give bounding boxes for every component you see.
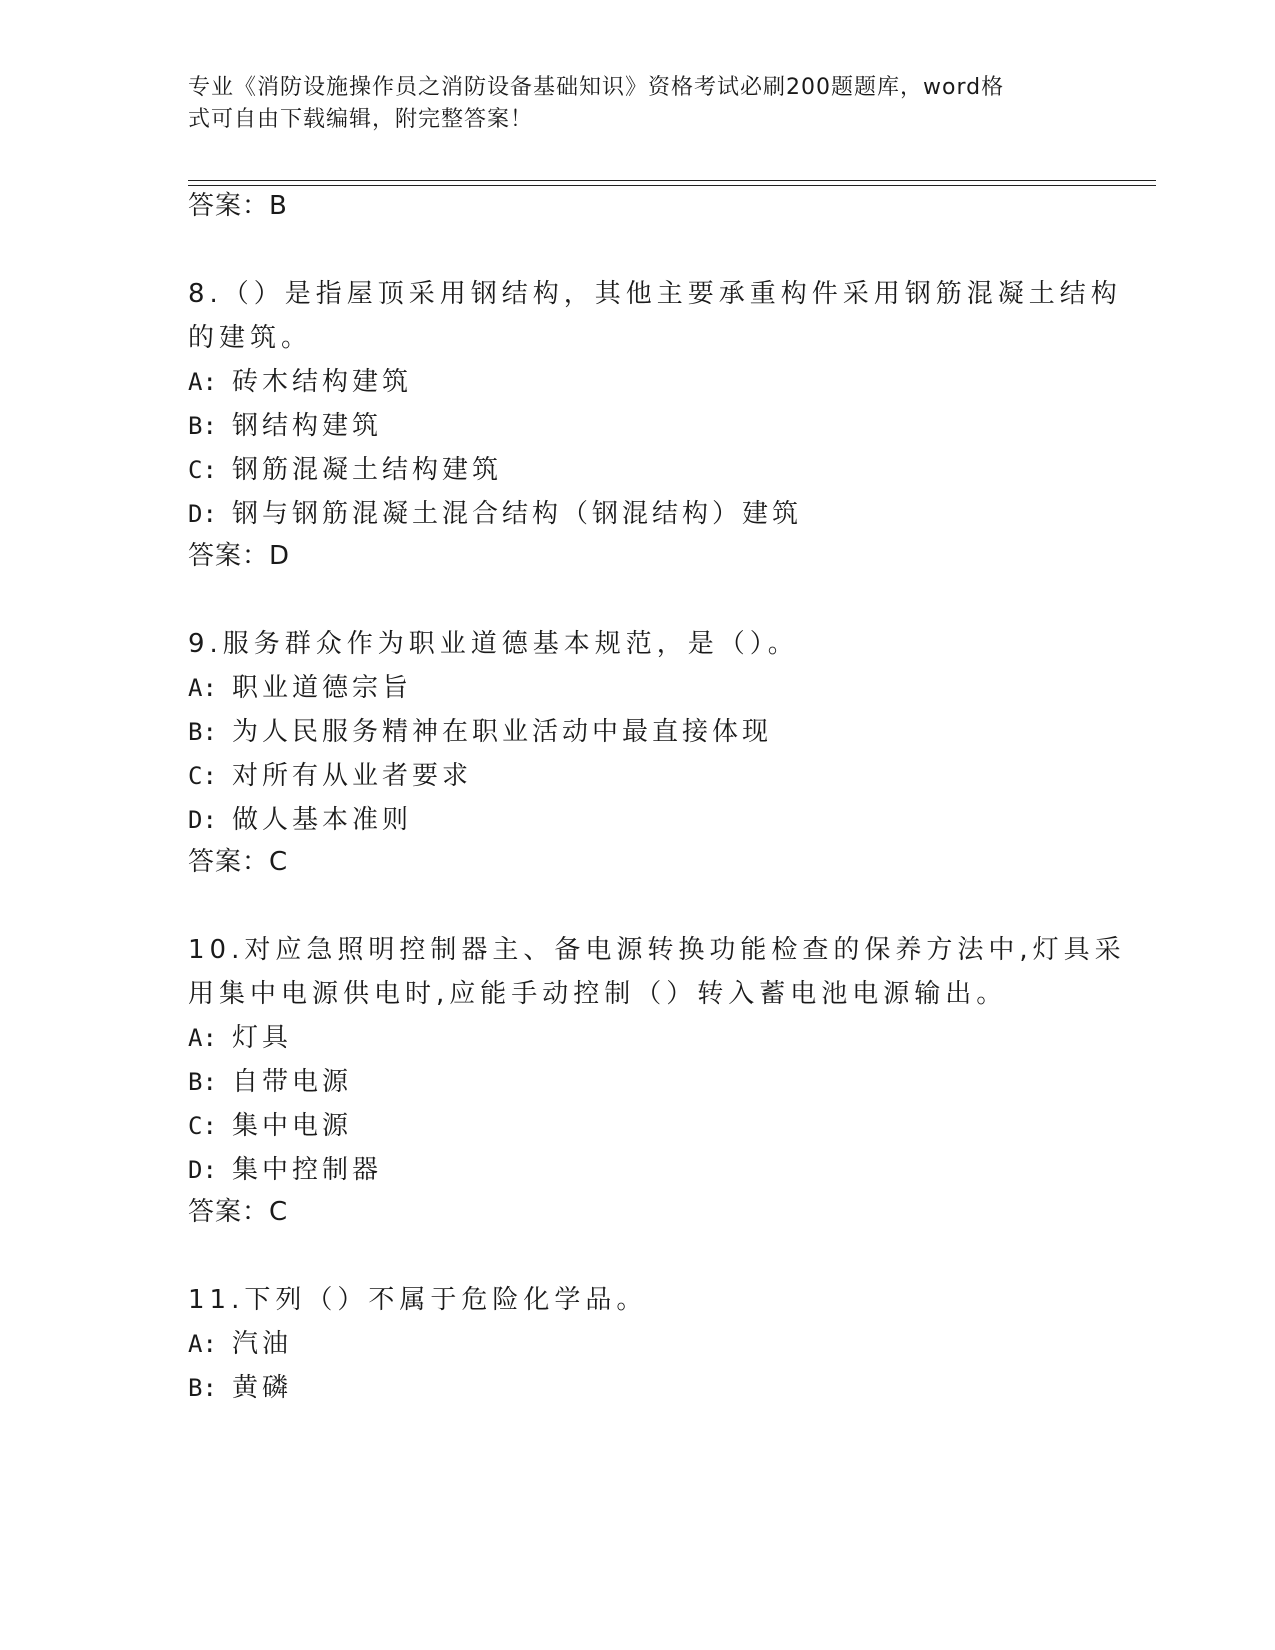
question-9-line-1: 9.服务群众作为职业道德基本规范，是（）。 — [188, 629, 799, 659]
question-10-option-b — [188, 1066, 352, 1098]
question-10-line-1: 10.对应急照明控制器主、备电源转换功能检查的保养方法中,灯具采 — [188, 935, 1126, 965]
option-text: 钢筋混凝土结构建筑 — [232, 455, 503, 485]
question-9-option-b — [188, 716, 772, 748]
option-text: 做人基本准则 — [232, 805, 413, 835]
option-text: 集中控制器 — [232, 1155, 383, 1185]
question-9-option-c — [188, 760, 472, 792]
option-text: 砖木结构建筑 — [232, 367, 413, 397]
question-9-option-d — [188, 804, 412, 836]
question-11-option-a — [188, 1328, 292, 1360]
question-8-option-a — [188, 366, 412, 398]
option-label: A: — [188, 368, 217, 396]
answer-prev: 答案：B — [188, 191, 288, 221]
option-label: B: — [188, 1374, 217, 1402]
header-rule-top — [188, 180, 1156, 181]
option-text: 灯具 — [232, 1023, 293, 1053]
question-8-answer: 答案：D — [188, 541, 291, 571]
question-8-line-1: 8.（）是指屋顶采用钢结构，其他主要承重构件采用钢筋混凝土结构 — [188, 279, 1122, 309]
option-text: 自带电源 — [232, 1067, 353, 1097]
question-11-option-b — [188, 1372, 292, 1404]
question-10-option-c — [188, 1110, 352, 1142]
question-8-line-2: 的建筑。 — [188, 323, 313, 353]
document-header — [188, 72, 1068, 136]
question-8-option-d — [188, 498, 802, 530]
option-text: 集中电源 — [232, 1111, 353, 1141]
header-line-1: 专业《消防设施操作员之消防设备基础知识》资格考试必刷200题题库，word格 — [188, 75, 1005, 100]
question-11-line-1: 11.下列（）不属于危险化学品。 — [188, 1285, 648, 1315]
question-10-line-2: 用集中电源供电时,应能手动控制（）转入蓄电池电源输出。 — [188, 979, 1008, 1009]
option-label: A: — [188, 1024, 217, 1052]
option-label: B: — [188, 718, 217, 746]
question-10-answer: 答案：C — [188, 1197, 289, 1227]
option-label: B: — [188, 1068, 217, 1096]
option-text: 汽油 — [232, 1329, 293, 1359]
option-text: 钢与钢筋混凝土混合结构（钢混结构）建筑 — [232, 499, 803, 529]
option-text: 钢结构建筑 — [232, 411, 383, 441]
option-label: D: — [188, 500, 217, 528]
question-10-option-a — [188, 1022, 292, 1054]
header-rule-bottom — [188, 185, 1156, 186]
option-text: 黄磷 — [232, 1373, 293, 1403]
option-label: C: — [188, 762, 217, 790]
option-label: D: — [188, 1156, 217, 1184]
question-8-option-b — [188, 410, 382, 442]
question-8-option-c — [188, 454, 502, 486]
question-9-answer: 答案：C — [188, 847, 289, 877]
option-text: 对所有从业者要求 — [232, 761, 473, 791]
option-text: 职业道德宗旨 — [232, 673, 413, 703]
question-9-option-a — [188, 672, 412, 704]
option-label: A: — [188, 674, 217, 702]
option-text: 为人民服务精神在职业活动中最直接体现 — [232, 717, 773, 747]
option-label: C: — [188, 456, 217, 484]
option-label: C: — [188, 1112, 217, 1140]
option-label: A: — [188, 1330, 217, 1358]
option-label: B: — [188, 412, 217, 440]
option-label: D: — [188, 806, 217, 834]
question-10-option-d — [188, 1154, 382, 1186]
header-line-2: 式可自由下载编辑，附完整答案！ — [188, 107, 534, 132]
